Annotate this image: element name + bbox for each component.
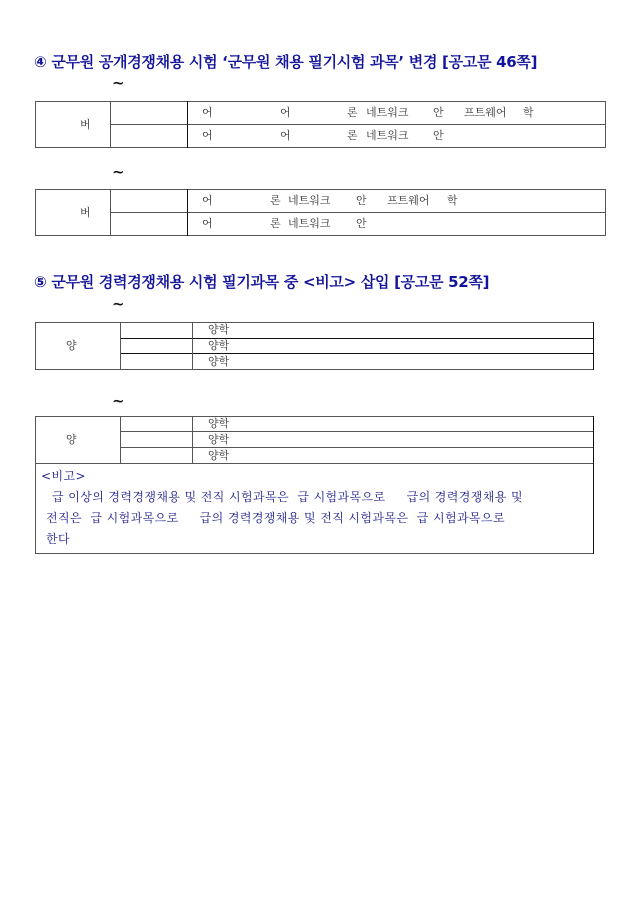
tilde-marker: ~ bbox=[112, 295, 125, 313]
cell-word: 네트워크 bbox=[288, 217, 331, 230]
cell-word: 어 bbox=[202, 129, 213, 142]
table-row: 양학 bbox=[208, 355, 230, 368]
row-label: 버 bbox=[80, 206, 91, 219]
cell-word: 안 bbox=[433, 129, 444, 142]
cell-word: 네트워크 bbox=[288, 194, 331, 207]
cell-word: 어 bbox=[280, 129, 291, 142]
table-row: 양학 bbox=[208, 323, 230, 336]
tilde-marker: ~ bbox=[112, 74, 125, 92]
note-line: 한다 bbox=[46, 532, 70, 546]
tilde-marker: ~ bbox=[112, 163, 125, 181]
cell-word: 어 bbox=[202, 106, 213, 119]
cell-word: 학 bbox=[447, 194, 458, 207]
table-row bbox=[0, 195, 640, 207]
table-row: 양학 bbox=[208, 339, 230, 352]
tilde-marker: ~ bbox=[112, 392, 125, 410]
cell-word: 안 bbox=[356, 194, 367, 207]
section-5-heading: ⑤ 군무원 경력경쟁채용 시험 필기과목 중 <비고> 삽입 [공고문 52쪽] bbox=[34, 273, 490, 291]
table-row bbox=[0, 218, 640, 230]
table-row bbox=[0, 130, 640, 142]
cell-word: 프트웨어 bbox=[387, 194, 430, 207]
cell-word: 프트웨어 bbox=[464, 106, 507, 119]
cell-word: 안 bbox=[433, 106, 444, 119]
cell-word: 론 bbox=[347, 106, 358, 119]
cell-word: 네트워크 bbox=[366, 129, 409, 142]
cell-word: 론 bbox=[347, 129, 358, 142]
cell-word: 안 bbox=[356, 217, 367, 230]
table-row: 양학 bbox=[208, 449, 230, 462]
cell-word: 어 bbox=[202, 194, 213, 207]
note-line: 전직은 급 시험과목으로 급의 경력경쟁채용 및 전직 시험과목은 급 시험과목으로 bbox=[46, 511, 505, 525]
cell-word: 네트워크 bbox=[366, 106, 409, 119]
row-label: 버 bbox=[80, 118, 91, 131]
cell-word: 론 bbox=[270, 217, 281, 230]
table-row: 양학 bbox=[208, 417, 230, 430]
cell-word: 어 bbox=[202, 217, 213, 230]
section-4-heading: ④ 군무원 공개경쟁채용 시험 ‘군무원 채용 필기시험 과목’ 변경 [공고문 46쪽] bbox=[34, 53, 538, 71]
note-line: 급 이상의 경력경쟁채용 및 전직 시험과목은 급 시험과목으로 급의 경력경쟁채용 및 bbox=[52, 490, 523, 504]
row-label: 양 bbox=[66, 433, 77, 446]
cell-word: 학 bbox=[523, 106, 534, 119]
note-title: <비고> bbox=[41, 469, 86, 483]
table-row bbox=[0, 107, 640, 119]
table-row: 양학 bbox=[208, 433, 230, 446]
cell-word: 어 bbox=[280, 106, 291, 119]
cell-word: 론 bbox=[270, 194, 281, 207]
row-label: 양 bbox=[66, 339, 77, 352]
